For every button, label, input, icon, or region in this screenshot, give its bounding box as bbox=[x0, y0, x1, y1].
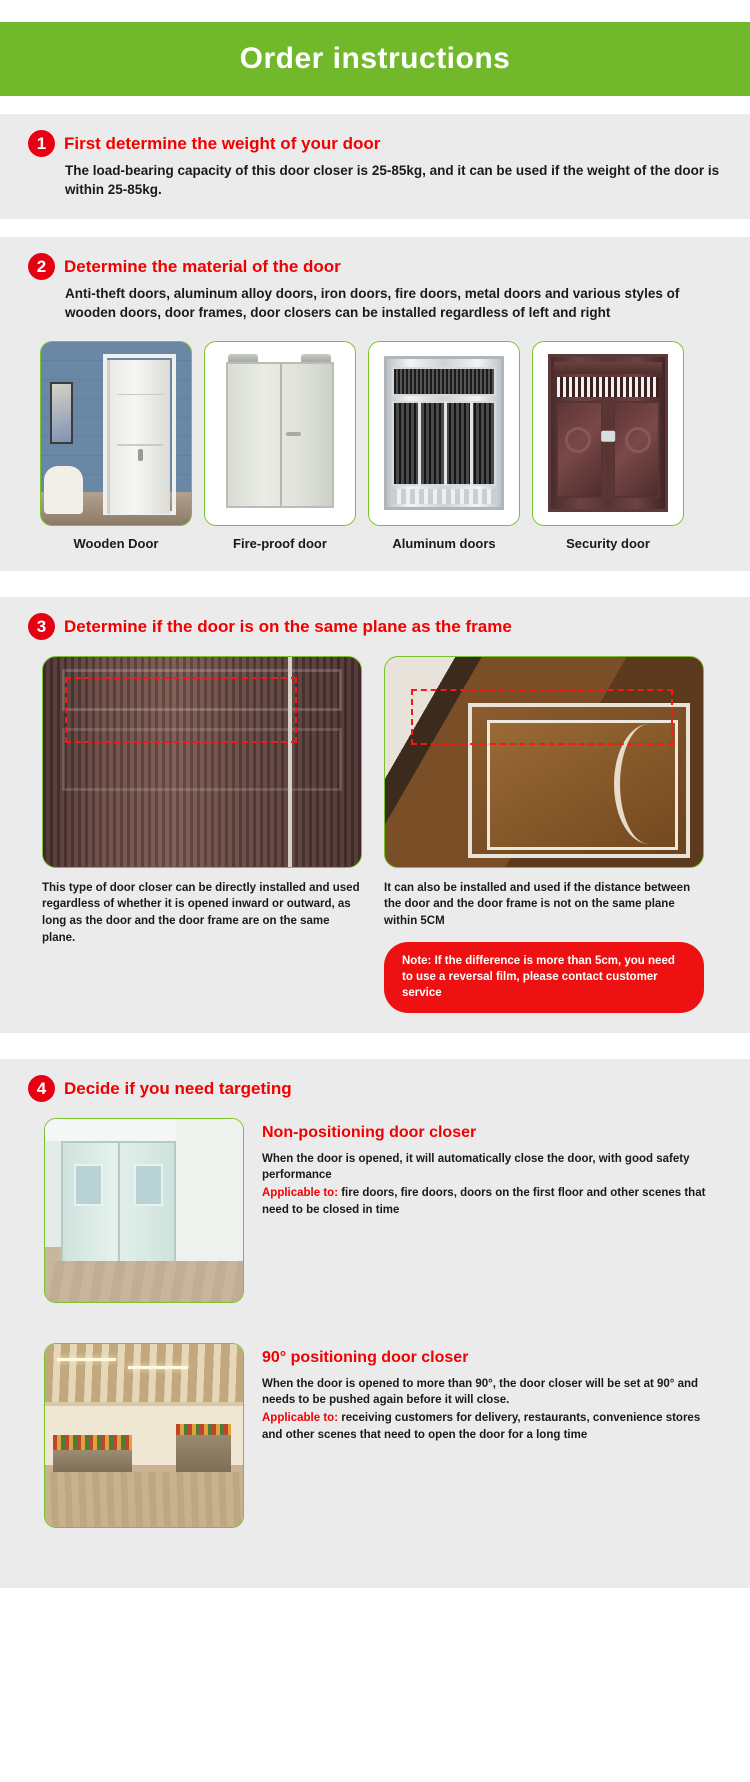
wooden-door-illustration bbox=[41, 342, 191, 525]
aluminum-door-caption: Aluminum doors bbox=[392, 535, 496, 551]
security-door-caption: Security door bbox=[566, 535, 650, 551]
non-positioning-body: When the door is opened, it will automatically close the door, with good safety performance bbox=[262, 1152, 690, 1182]
highlight-box-same-plane bbox=[65, 677, 297, 743]
security-door-illustration bbox=[533, 342, 683, 525]
positioning-body: When the door is opened to more than 90°, the door closer will be set at 90° and needs to be pushed again before it will close. bbox=[262, 1377, 699, 1407]
wooden-door-caption: Wooden Door bbox=[73, 535, 159, 551]
positioning-text-block bbox=[262, 1343, 722, 1444]
positioning-title: 90° positioning door closer bbox=[262, 1348, 469, 1366]
aluminum-door-photo bbox=[368, 341, 520, 526]
step-2-body: Anti-theft doors, aluminum alloy doors, iron doors, fire doors, metal doors and various styles of wooden doors, door frames, door closers can be installed regardless of left and right bbox=[65, 286, 680, 321]
corridor-illustration bbox=[45, 1119, 243, 1302]
step-3-title: Determine if the door is on the same plane as the frame bbox=[64, 616, 512, 636]
step-1-heading bbox=[28, 132, 722, 157]
spacer bbox=[0, 96, 750, 114]
page-title: Order instructions bbox=[239, 42, 511, 75]
applicable-text: receiving customers for delivery, restaurants, convenience stores and other scenes that need to open the door for a long time bbox=[262, 1411, 701, 1441]
step-1-number-badge: 1 bbox=[28, 130, 55, 157]
highlight-box-offset-plane bbox=[411, 689, 673, 745]
door-type-item-fireproof bbox=[204, 341, 356, 551]
reversal-film-note: Note: If the difference is more than 5cm, you need to use a reversal film, please contact customer service bbox=[384, 942, 704, 1013]
closer-type-90-positioning bbox=[44, 1343, 722, 1528]
offset-plane-caption: It can also be installed and used if the distance between the door and the door frame is not on the same plane within 5CM bbox=[384, 881, 691, 927]
door-type-item-wooden bbox=[40, 341, 192, 551]
step-1-body: The load-bearing capacity of this door closer is 25-85kg, and it can be used if the weight of the door is within 25-85kg. bbox=[65, 163, 720, 198]
step-3-number-badge: 3 bbox=[28, 613, 55, 640]
closer-type-non-positioning bbox=[44, 1118, 722, 1303]
step-1-title: First determine the weight of your door bbox=[64, 134, 381, 153]
plane-case-offset bbox=[384, 656, 704, 1013]
spacer bbox=[0, 1033, 750, 1059]
step-4-heading bbox=[28, 1077, 722, 1102]
step-2-number-badge: 2 bbox=[28, 253, 55, 280]
wooden-door-photo bbox=[40, 341, 192, 526]
supermarket-illustration bbox=[45, 1344, 243, 1527]
corridor-fire-door-photo bbox=[44, 1118, 244, 1303]
non-positioning-applicable bbox=[262, 1185, 722, 1218]
fireproof-door-photo bbox=[204, 341, 356, 526]
step-4-number-badge: 4 bbox=[28, 1075, 55, 1102]
same-plane-door-photo bbox=[42, 656, 362, 868]
plane-case-same bbox=[42, 656, 362, 1013]
spacer bbox=[0, 219, 750, 237]
fireproof-door-illustration bbox=[205, 342, 355, 525]
step-2-title: Determine the material of the door bbox=[64, 257, 341, 277]
applicable-text: fire doors, fire doors, doors on the first floor and other scenes that need to be closed in time bbox=[262, 1186, 706, 1216]
supermarket-photo bbox=[44, 1343, 244, 1528]
step-3-heading bbox=[28, 615, 722, 640]
infographic-page bbox=[0, 22, 750, 1782]
same-plane-caption: This type of door closer can be directly installed and used regardless of whether it is opened inward or outward, as long as the door and the door frame are on the same plane. bbox=[42, 881, 360, 944]
step-4-section bbox=[0, 1059, 750, 1588]
step-3-section bbox=[0, 597, 750, 1033]
door-type-item-security bbox=[532, 341, 684, 551]
non-positioning-text-block bbox=[262, 1118, 722, 1219]
security-door-photo bbox=[532, 341, 684, 526]
offset-plane-door-photo bbox=[384, 656, 704, 868]
applicable-label: Applicable to: bbox=[262, 1186, 339, 1199]
applicable-label: Applicable to: bbox=[262, 1411, 339, 1424]
step-2-heading bbox=[28, 255, 722, 280]
fireproof-door-caption: Fire-proof door bbox=[233, 535, 327, 551]
header-banner bbox=[0, 22, 750, 96]
plane-comparison bbox=[42, 656, 722, 1013]
door-type-item-aluminum bbox=[368, 341, 520, 551]
door-type-gallery bbox=[40, 341, 722, 551]
step-4-title: Decide if you need targeting bbox=[64, 1078, 292, 1098]
aluminum-door-illustration bbox=[369, 342, 519, 525]
step-1-section bbox=[0, 114, 750, 219]
step-2-section bbox=[0, 237, 750, 570]
spacer bbox=[0, 571, 750, 597]
positioning-applicable bbox=[262, 1410, 722, 1443]
non-positioning-title: Non-positioning door closer bbox=[262, 1123, 477, 1141]
